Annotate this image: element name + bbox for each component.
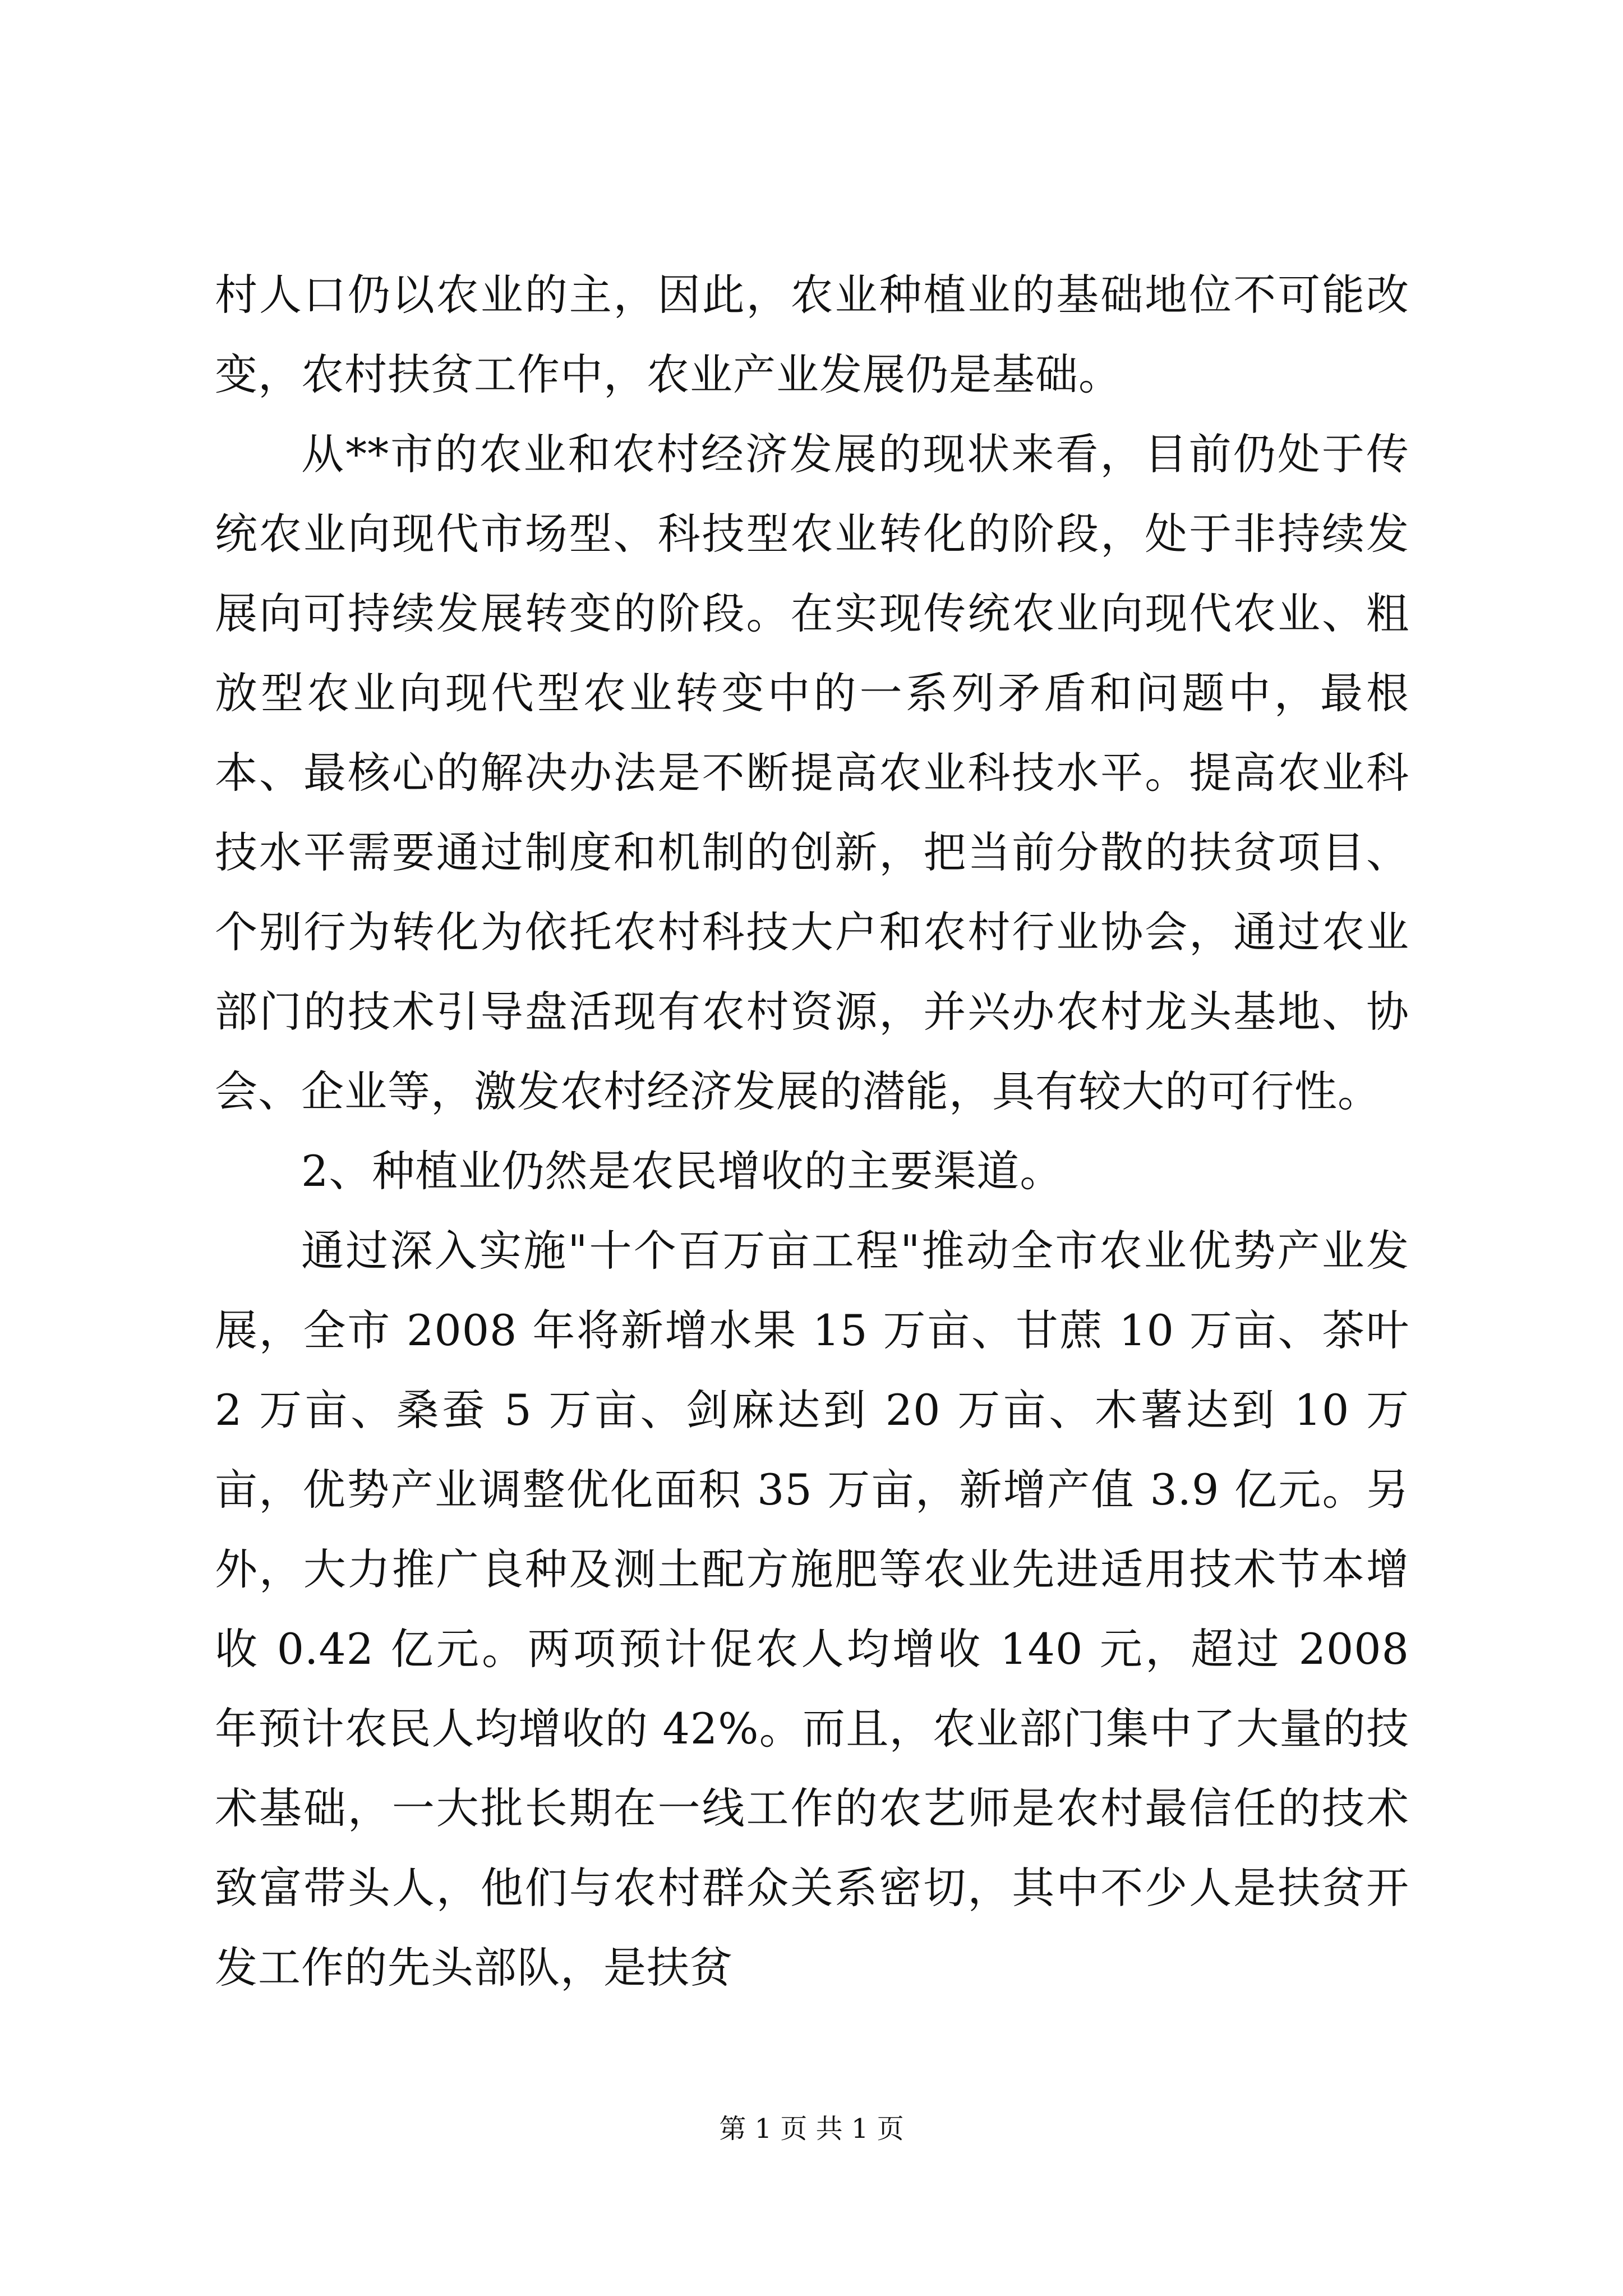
paragraph-agri-tech: 从**市的农业和农村经济发展的现状来看，目前仍处于传统农业向现代市场型、科技型农业转化的阶段，处于非持续发展向可持续发展转变的阶段。在实现传统农业向现代农业、粗放型农业向现代型农业转变中的一系列矛盾和问题中，最根本、最核心的解决办法是不断提高农业科技水平。提高农业科技水平需要通过制度和机制的创新，把当前分散的扶贫项目、个别行为转化为依托农村科技大户和农村行业协会，通过农业部门的技术引导盘活现有农村资源，并兴办农村龙头基地、协会、企业等，激发农村经济发展的潜能，具有较大的可行性。 — [215, 429, 1409, 1116]
section-heading-planting: 2、种植业仍然是农民增收的主要渠道。 — [301, 1146, 1063, 1196]
document-body — [215, 255, 1409, 2008]
page-footer: 第 1 页 共 1 页 — [719, 2113, 904, 2145]
paragraph-planting-income: 通过深入实施"十个百万亩工程"推动全市农业优势产业发展，全市 2008 年将新增水果 15 万亩、甘蔗 10 万亩、茶叶 2 万亩、桑蚕 5 万亩、剑麻达到 20 万亩、木薯达到 10 万亩，优势产业调整优化面积 35 万亩，新增产值 3.9 亿元。另外，大力推广良种及测土配方施肥等农业先进适用技术节本增收 0.42 亿元。两项预计促农人均增收 140 元，超过 2008 年预计农民人均增收的 42%。而且，农业部门集中了大量的技术基础，一大批长期在一线工作的农艺师是农村最信任的技术致富带头人，他们与农村群众关系密切，其中不少人是扶贫开发工作的先头部队，是扶贫 — [215, 1226, 1409, 1993]
paragraph-continuation: 村人口仍以农业的主，因此，农业种植业的基础地位不可能改变，农村扶贫工作中，农业产业发展仍是基础。 — [215, 270, 1409, 399]
